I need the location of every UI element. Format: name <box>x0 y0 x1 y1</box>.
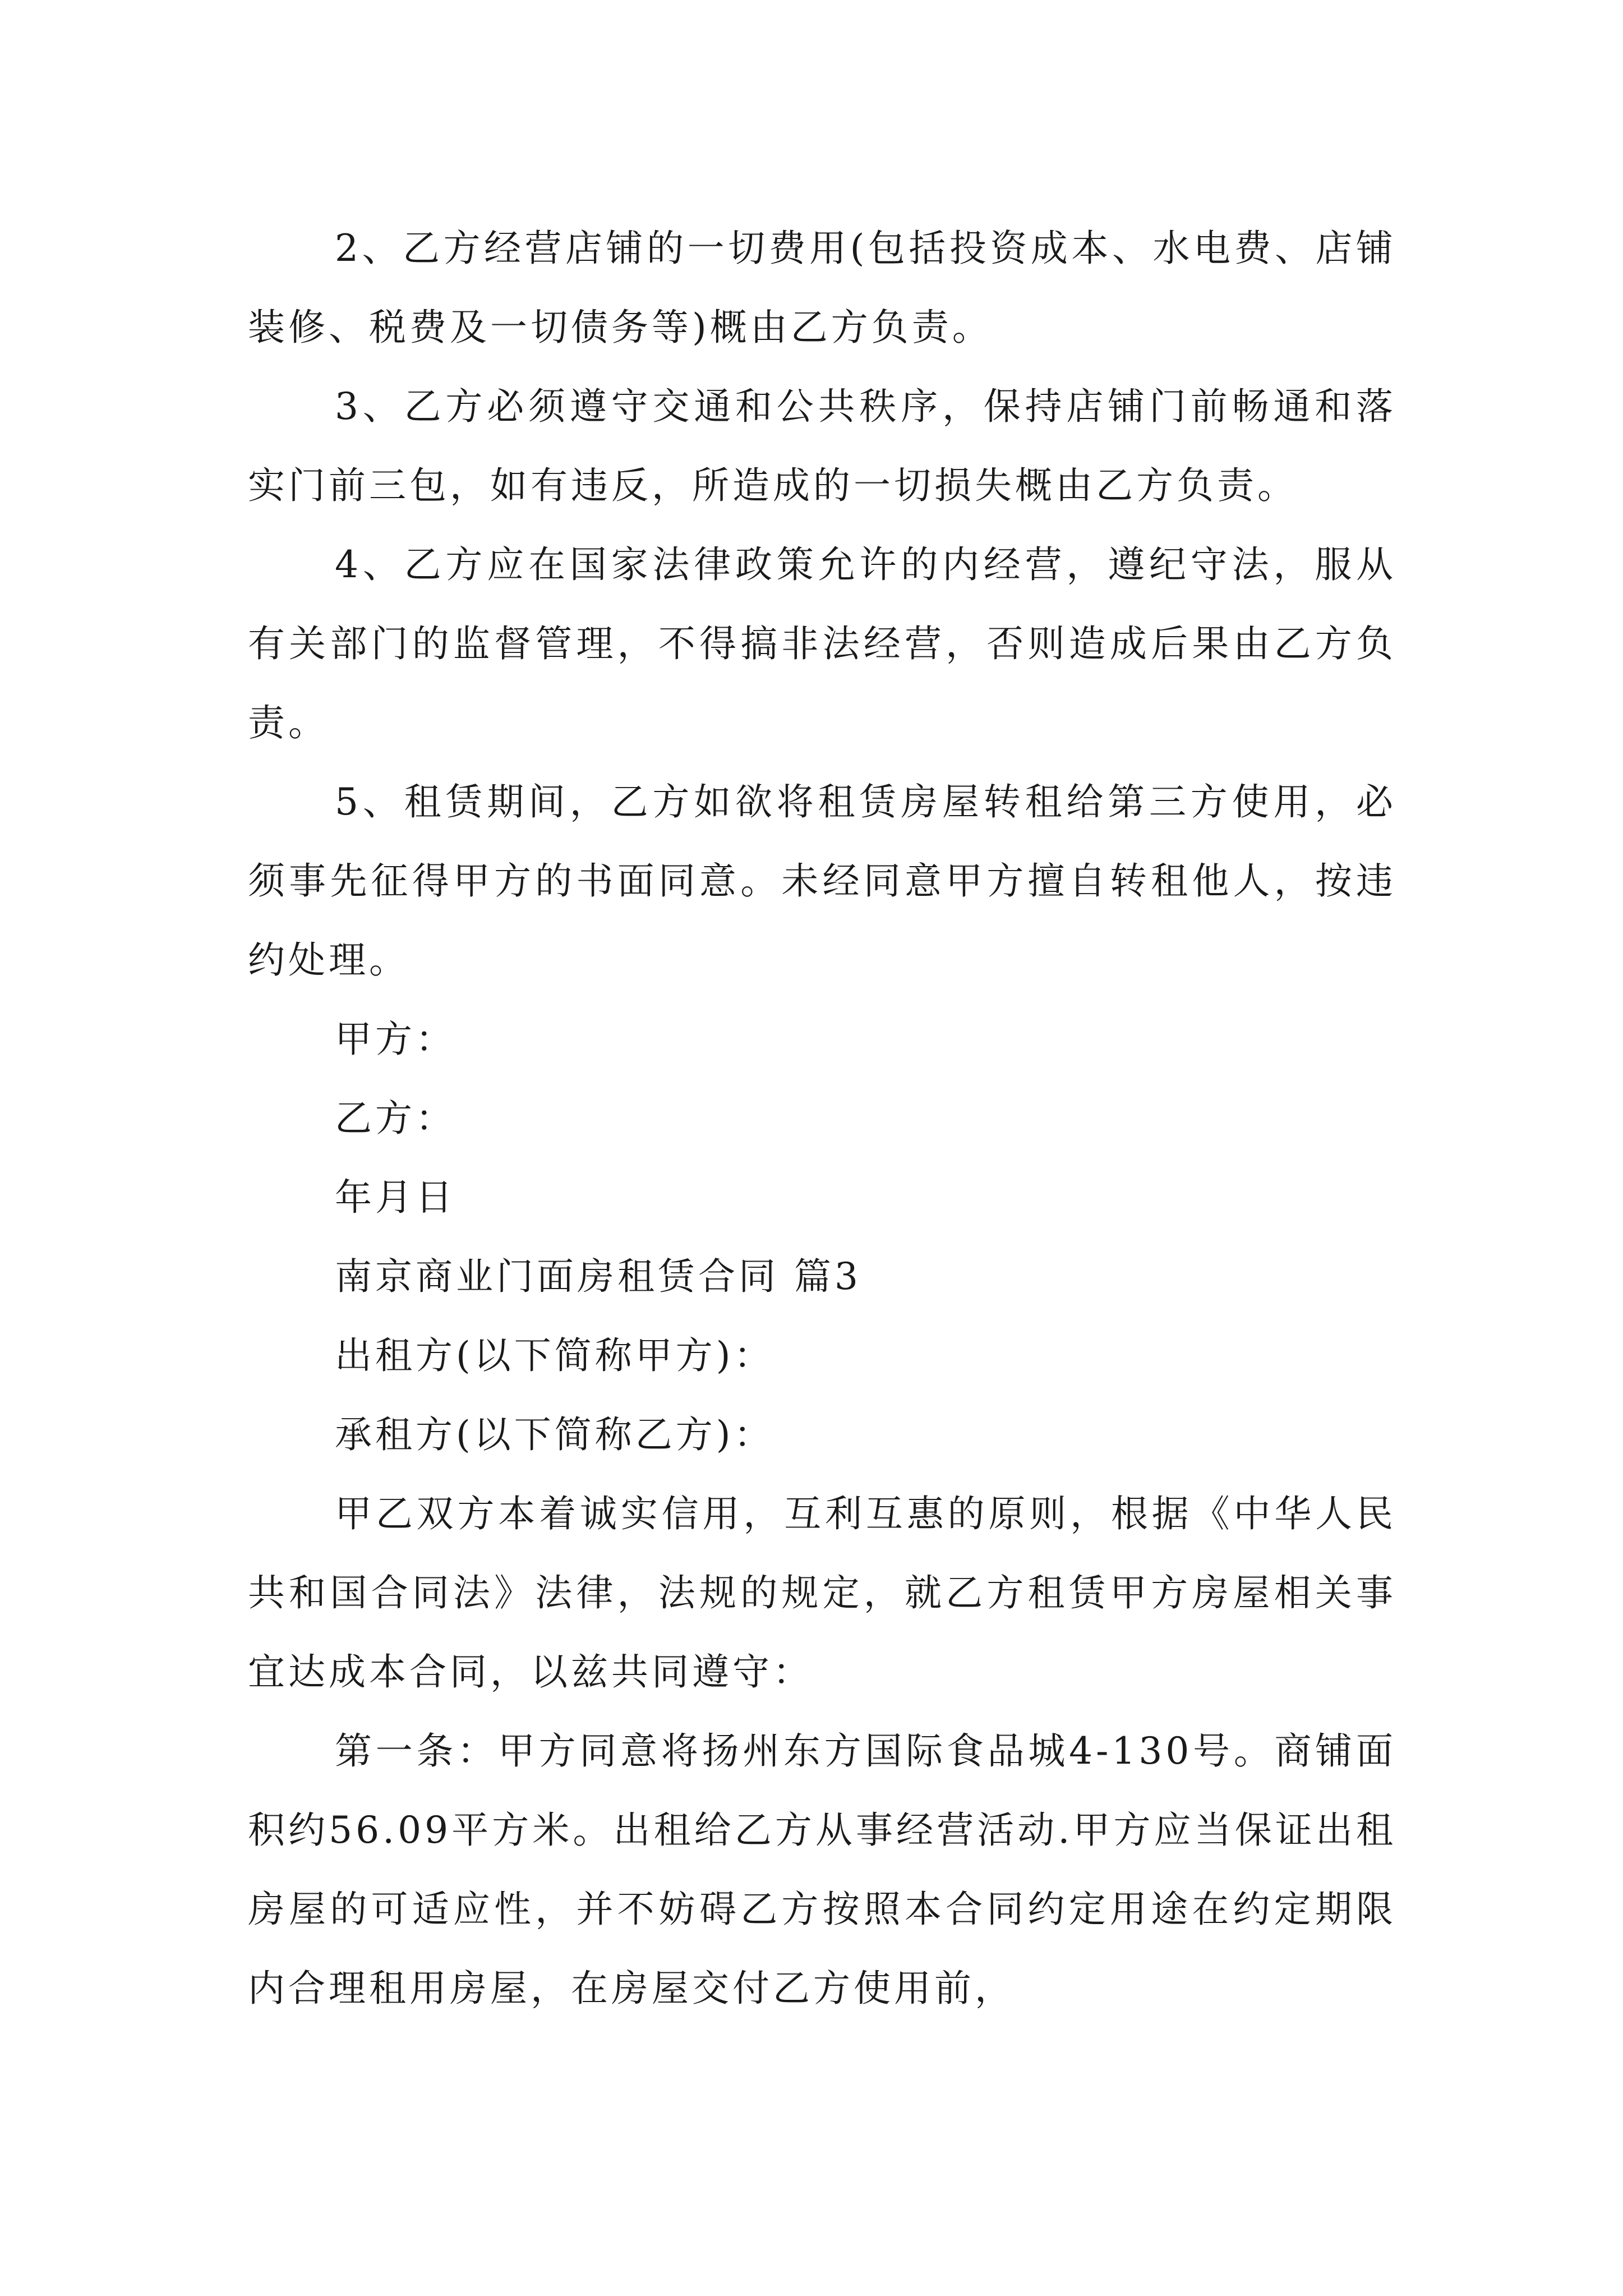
clause-3-paragraph: 3、乙方必须遵守交通和公共秩序，保持店铺门前畅通和落实门前三包，如有违反，所造成的一切损失概由乙方负责。 <box>248 385 1396 507</box>
party-a-signature-line: 甲方： <box>335 1018 456 1061</box>
preamble-paragraph: 甲乙双方本着诚实信用，互利互惠的原则，根据《中华人民共和国合同法》法律，法规的规定，就乙方租赁甲方房屋相关事宜达成本合同，以兹共同遵守： <box>248 1492 1396 1694</box>
article-1-paragraph: 第一条：甲方同意将扬州东方国际食品城4-130号。商铺面积约56.09平方米。出租给乙方从事经营活动.甲方应当保证出租房屋的可适应性，并不妨碍乙方按照本合同约定用途在约定期限内合理租用房屋，在房屋交付乙方使用前， <box>248 1729 1396 2010</box>
lessee-line: 承租方(以下简称乙方)： <box>335 1413 774 1456</box>
date-line: 年月日 <box>335 1176 456 1219</box>
clause-4-paragraph: 4、乙方应在国家法律政策允许的内经营，遵纪守法，服从有关部门的监督管理，不得搞非法经营，否则造成后果由乙方负责。 <box>248 543 1396 744</box>
lessor-line: 出租方(以下简称甲方)： <box>335 1334 774 1377</box>
party-b-signature-line: 乙方： <box>335 1097 456 1140</box>
clause-2-paragraph: 2、乙方经营店铺的一切费用(包括投资成本、水电费、店铺装修、税费及一切债务等)概由乙方负责。 <box>248 227 1396 349</box>
section-title: 南京商业门面房租赁合同 篇3 <box>335 1255 861 1298</box>
document-body <box>248 209 1396 2028</box>
clause-5-paragraph: 5、租赁期间，乙方如欲将租赁房屋转租给第三方使用，必须事先征得甲方的书面同意。未经同意甲方擅自转租他人，按违约处理。 <box>248 780 1396 982</box>
